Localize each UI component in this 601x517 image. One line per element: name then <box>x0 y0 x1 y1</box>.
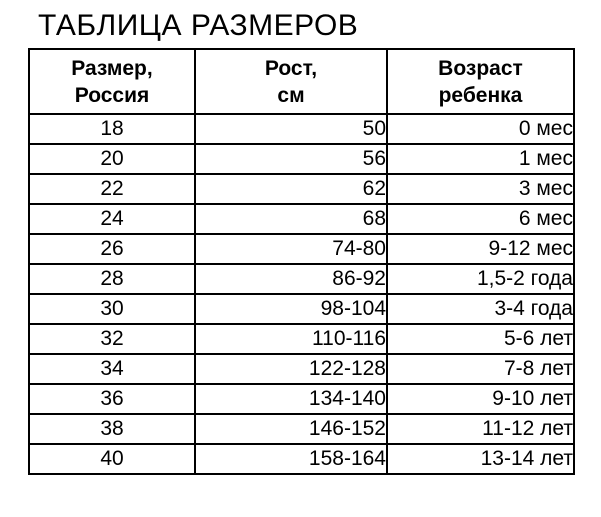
table-row <box>29 384 574 414</box>
page-title: ТАБЛИЦА РАЗМЕРОВ <box>38 9 359 42</box>
size-table <box>28 48 575 475</box>
table-row <box>29 204 574 234</box>
column-header-age <box>387 49 574 114</box>
height-cell: 98-104 <box>195 294 387 324</box>
table-row <box>29 294 574 324</box>
age-cell: 11-12 лет <box>387 414 574 444</box>
age-cell: 1 мес <box>387 144 574 174</box>
height-cell: 50 <box>195 114 387 144</box>
size-cell: 20 <box>29 144 195 174</box>
column-header-height <box>195 49 387 114</box>
column-header-size-line1: Размер, <box>71 56 153 80</box>
height-cell: 68 <box>195 204 387 234</box>
size-cell: 38 <box>29 414 195 444</box>
height-cell: 62 <box>195 174 387 204</box>
size-cell: 28 <box>29 264 195 294</box>
column-header-height-line2: см <box>277 83 305 107</box>
age-cell: 5-6 лет <box>387 324 574 354</box>
table-row <box>29 444 574 474</box>
height-cell: 74-80 <box>195 234 387 264</box>
size-cell: 22 <box>29 174 195 204</box>
height-cell: 86-92 <box>195 264 387 294</box>
table-body <box>29 114 574 474</box>
height-cell: 122-128 <box>195 354 387 384</box>
table-row <box>29 264 574 294</box>
height-cell: 134-140 <box>195 384 387 414</box>
column-header-height-line1: Рост, <box>264 56 318 80</box>
age-cell: 1,5-2 года <box>387 264 574 294</box>
size-cell: 40 <box>29 444 195 474</box>
age-cell: 13-14 лет <box>387 444 574 474</box>
age-cell: 3-4 года <box>387 294 574 324</box>
table-row <box>29 324 574 354</box>
column-header-size-line2: Россия <box>74 83 150 107</box>
size-cell: 32 <box>29 324 195 354</box>
age-cell: 7-8 лет <box>387 354 574 384</box>
table-row <box>29 354 574 384</box>
age-cell: 0 мес <box>387 114 574 144</box>
table-header <box>29 49 574 114</box>
size-cell: 26 <box>29 234 195 264</box>
size-cell: 34 <box>29 354 195 384</box>
height-cell: 110-116 <box>195 324 387 354</box>
height-cell: 158-164 <box>195 444 387 474</box>
column-header-age-line2: ребенка <box>438 83 523 107</box>
age-cell: 9-10 лет <box>387 384 574 414</box>
height-cell: 56 <box>195 144 387 174</box>
size-cell: 24 <box>29 204 195 234</box>
size-cell: 36 <box>29 384 195 414</box>
size-cell: 18 <box>29 114 195 144</box>
header-row <box>29 49 574 114</box>
age-cell: 3 мес <box>387 174 574 204</box>
height-cell: 146-152 <box>195 414 387 444</box>
table-row <box>29 114 574 144</box>
size-cell: 30 <box>29 294 195 324</box>
table-row <box>29 144 574 174</box>
column-header-age-line1: Возраст <box>438 56 523 80</box>
age-cell: 6 мес <box>387 204 574 234</box>
table-row <box>29 174 574 204</box>
column-header-size <box>29 49 195 114</box>
table-row <box>29 234 574 264</box>
table-row <box>29 414 574 444</box>
age-cell: 9-12 мес <box>387 234 574 264</box>
